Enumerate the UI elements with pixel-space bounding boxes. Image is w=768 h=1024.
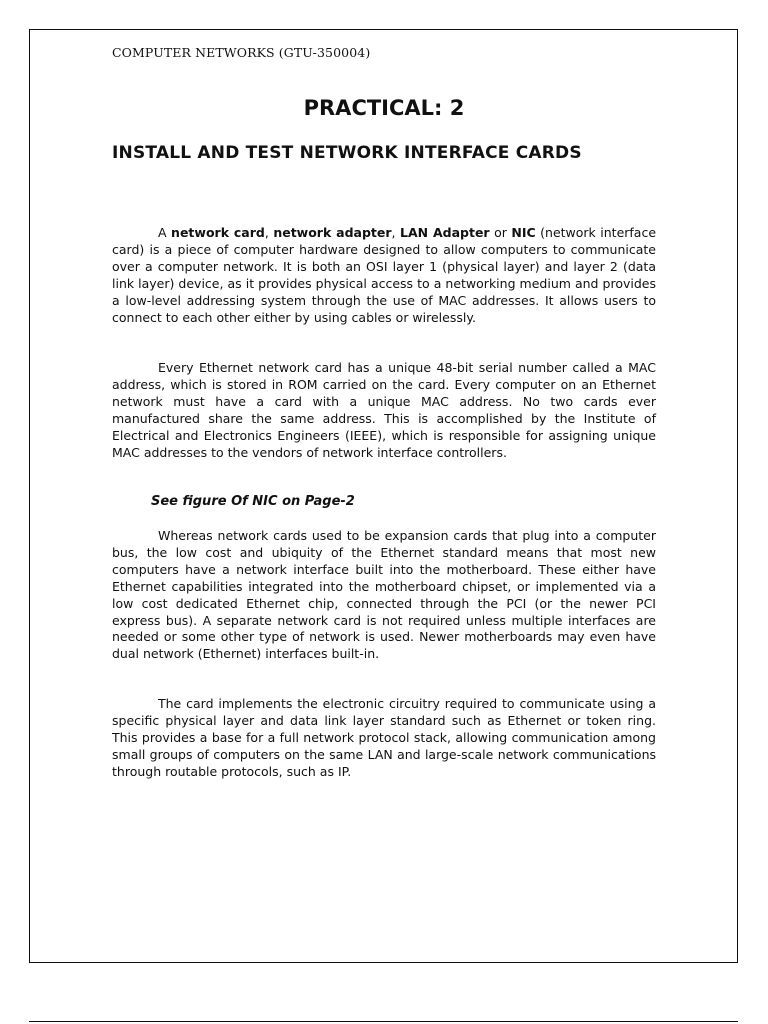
term-network-adapter: network adapter <box>273 225 392 240</box>
text-run: (network interface card) is a piece of computer hardware designed to allow computers to communicate over a computer network. It is both an OSI layer 1 (physical layer) and layer 2 (data link layer) device, as it provides physical access to a networking medium and provides a low-level addressing system through the use of MAC addresses. It allows users to connect to each other either by using cables or wirelessly. <box>112 225 657 325</box>
practical-subtitle: INSTALL AND TEST NETWORK INTERFACE CARDS <box>112 143 582 163</box>
text-run: The card implements the electronic circuitry required to communicate using a specific physical layer and data link layer standard such as Ethernet or token ring. This provides a base for a full network protocol stack, allowing communication among small groups of computers on the same LAN and large-scale network communications through routable protocols, such as IP. <box>112 696 656 779</box>
text-run: or <box>489 225 512 240</box>
paragraph-circuitry <box>112 696 656 781</box>
paragraph-integrated-nic <box>112 528 656 663</box>
paragraph-nic-definition <box>112 225 656 326</box>
term-network-card: network card <box>171 225 265 240</box>
text-run: , <box>264 225 274 240</box>
figure-reference: See figure Of NIC on Page-2 <box>151 494 355 509</box>
practical-title: PRACTICAL: 2 <box>303 96 465 120</box>
paragraph-mac-address <box>112 360 656 461</box>
text-run: Every Ethernet network card has a unique 48-bit serial number called a MAC address, which is stored in ROM carried on the card. Every computer on an Ethernet network must have a card with a unique MAC address. No two cards ever manufactured share the same address. This is accomplished by the Institute of Electrical and Electronics Engineers (IEEE), which is responsible for assigning unique MAC addresses to the vendors of network interface controllers. <box>112 360 656 460</box>
text-run: A <box>158 225 172 240</box>
term-lan-adapter: LAN Adapter <box>400 225 490 240</box>
page-border <box>29 29 738 963</box>
text-run: Whereas network cards used to be expansion cards that plug into a computer bus, the low cost and ubiquity of the Ethernet standard means that most new computers have a network interface built into the motherboard. These either have Ethernet capabilities integrated into the motherboard chipset, or implemented via a low cost dedicated Ethernet chip, connected through the PCI (or the newer PCI express bus). A separate network card is not required unless multiple interfaces are needed or some other type of network is used. Newer motherboards may even have dual network (Ethernet) interfaces built-in. <box>112 528 656 662</box>
next-page-top-border <box>29 1021 738 1022</box>
running-header: COMPUTER NETWORKS (GTU-350004) <box>112 45 371 60</box>
text-run: , <box>391 225 400 240</box>
term-nic: NIC <box>511 225 536 240</box>
